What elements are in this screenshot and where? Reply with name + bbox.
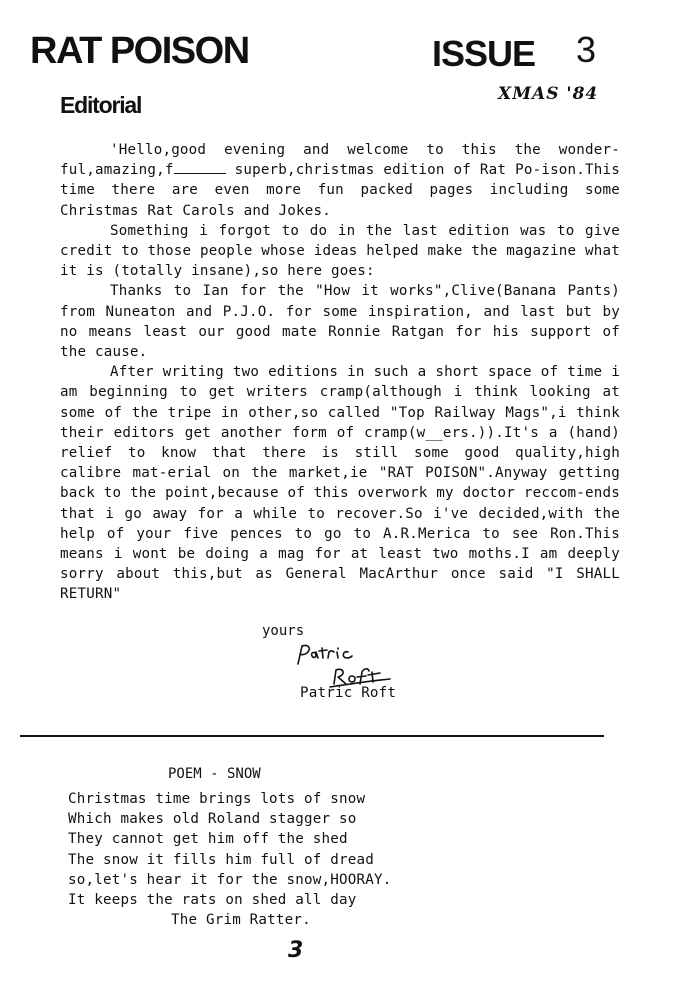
editorial-paragraph: Something i forgot to do in the last edition was to give credit to those people whose ideas helped make the magazine what it is (totally insane),so here goes: <box>60 222 620 280</box>
issue-date: XMAS '84 <box>498 84 599 104</box>
masthead-title: RAT POISON <box>30 30 249 72</box>
editorial-paragraph <box>60 140 620 221</box>
poem-line: Christmas time brings lots of snow <box>68 791 366 807</box>
poem-line: It keeps the rats on shed all day <box>68 892 357 909</box>
editorial-paragraph: After writing two editions in such a short space of time i am beginning to get writers cramp(although i think looking at some of the tripe in other,so called "Top Railway Mags",i think their editors get another form of cramp(w__ers.)).It's a (hand) relief to know that there is still some good quality,high calibre mat-erial on the market,ie "RAT POISON".Anyway getting back to the point,because of this overwork my doctor reccom-ends that i go away for a while to recover.So i've decided,with the help of your five pences to go to A.R.Merica to see Ron.This means i wont be doing a mag for at least two moths.I am deeply sorry about this,but as General MacArthur once said "I SHALL RETURN" <box>60 364 620 603</box>
poem-line: The snow it fills him full of dread <box>68 851 374 868</box>
page-number: 3 <box>288 938 304 963</box>
censored-blank <box>174 160 226 174</box>
poem-line: Which makes old Roland stagger so <box>68 811 357 828</box>
editorial-heading: Editorial <box>60 92 142 118</box>
issue-label: ISSUE <box>432 33 536 74</box>
poem-line: They cannot get him off the shed <box>68 831 348 848</box>
poem-line: so,let's hear it for the snow,HOORAY. <box>68 871 392 888</box>
editorial-paragraph-text: 'Hello,good evening and welcome to this the wonder-ful,amazing,f <box>60 142 620 179</box>
poem-body <box>68 789 488 930</box>
author-name: Patric Roft <box>300 685 397 701</box>
poem-title: POEM - SNOW <box>168 766 261 782</box>
editorial-paragraph: Thanks to Ian for the "How it works",Clive(Banana Pants) from Nuneaton and P.J.O. for some inspiration, and last but by no means least our good mate Ronnie Ratgan for his support of the cause. <box>60 283 620 361</box>
issue-number: 3 <box>576 29 597 70</box>
editorial-paragraph-text: superb,christmas edition of Rat Po-ison.This time there are even more fun packed pages including some Christmas Rat Carols and Jokes. <box>60 162 620 219</box>
signoff: yours <box>262 623 305 639</box>
handwritten-signature <box>290 638 410 688</box>
section-divider <box>20 735 604 737</box>
editorial-body <box>60 140 620 605</box>
poem-credit: The Grim Ratter. <box>171 912 311 929</box>
